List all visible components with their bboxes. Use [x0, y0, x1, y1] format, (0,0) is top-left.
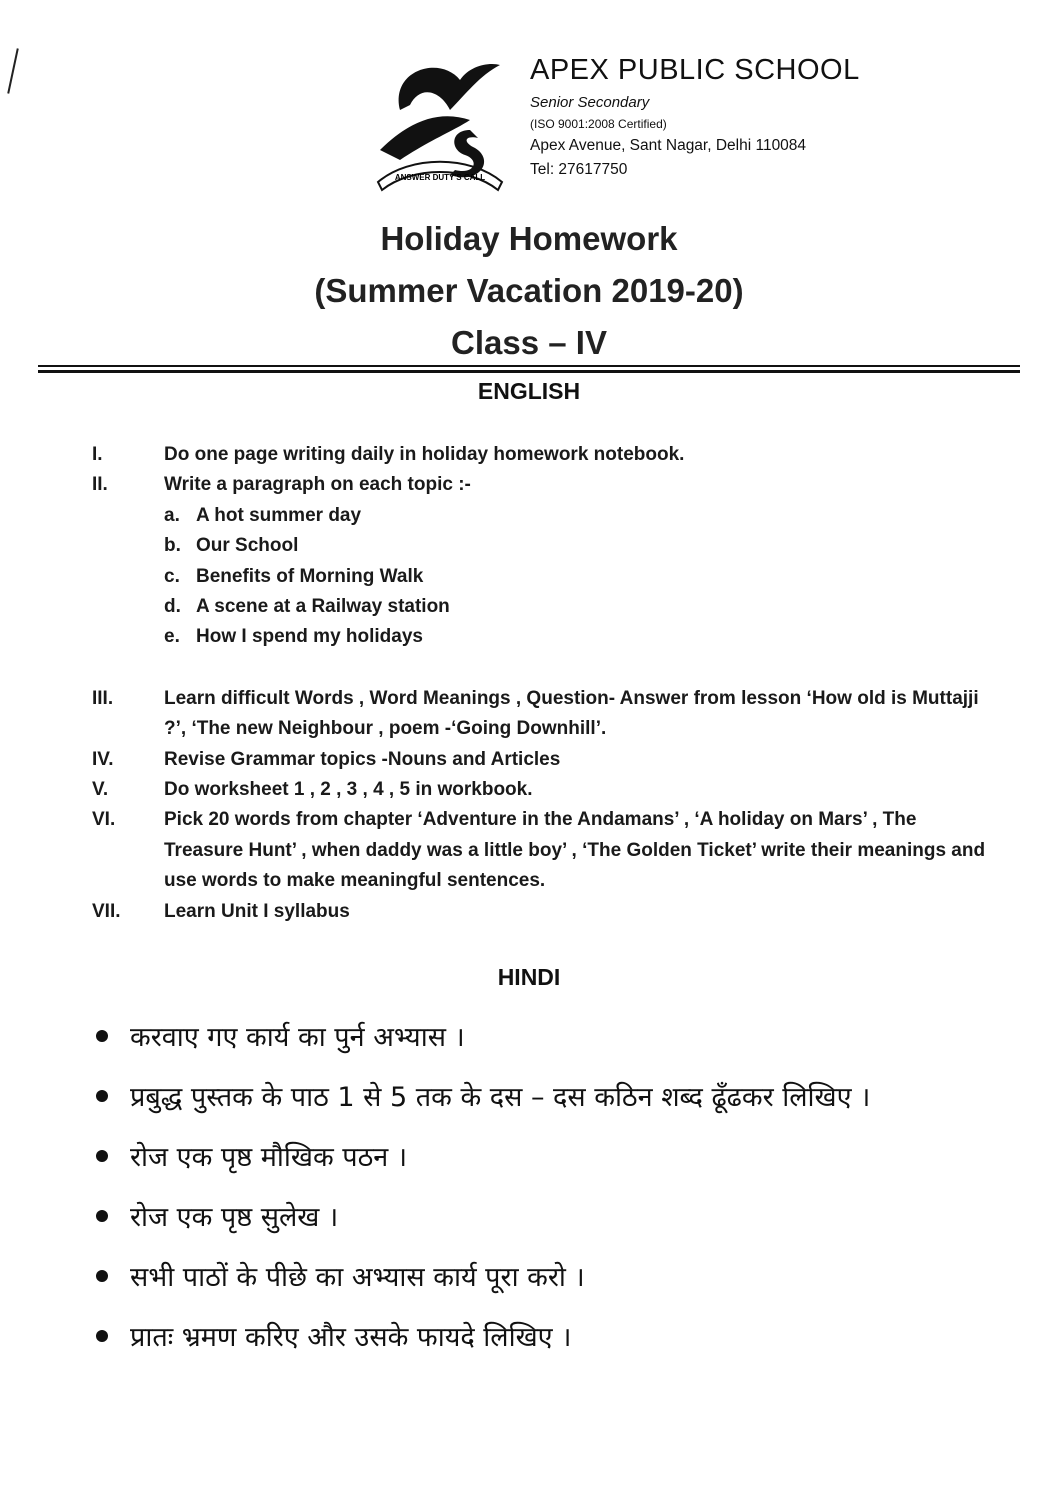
item-text: Learn difficult Words , Word Meanings , Question- Answer from lesson ‘How old is Muttajji ?’, ‘The new Neighbour , poem -‘Going Downhill’.: [164, 687, 979, 740]
english-item: [92, 684, 992, 745]
school-name: APEX PUBLIC SCHOOL: [530, 54, 860, 86]
bullet-icon: [96, 1270, 108, 1282]
topic-text: A scene at a Railway station: [196, 596, 450, 618]
topic-letter: a.: [164, 504, 180, 526]
item-number: II.: [92, 474, 108, 496]
bullet-icon: [96, 1150, 108, 1162]
hindi-heading: HINDI: [497, 964, 561, 990]
document-title: Holiday Homework: [380, 220, 678, 257]
school-phone: Tel: 27617750: [530, 161, 628, 178]
topic-letter: b.: [164, 535, 181, 557]
english-item: [92, 805, 992, 896]
hindi-item: [96, 1188, 956, 1248]
english-heading: ENGLISH: [477, 378, 581, 404]
topic-letter: c.: [164, 565, 180, 587]
bullet-icon: [96, 1030, 108, 1042]
topic-text: Benefits of Morning Walk: [196, 565, 424, 587]
english-task-list: [92, 440, 992, 927]
topic-letter: e.: [164, 626, 180, 648]
hindi-item-text: प्रबुद्ध पुस्तक के पाठ 1 से 5 तक के दस – दस कठिन शब्द ढूँढकर लिखिए ।: [130, 1082, 871, 1113]
item-text: Revise Grammar topics -Nouns and Articles: [164, 748, 561, 770]
english-item: [92, 745, 992, 775]
item-number: V.: [92, 779, 109, 801]
school-address: Apex Avenue, Sant Nagar, Delhi 110084: [530, 137, 807, 154]
class-label: Class – IV: [451, 324, 607, 361]
item-number: III.: [92, 687, 114, 709]
hindi-item: [96, 1068, 956, 1128]
bullet-icon: [96, 1090, 108, 1102]
topic-item: [164, 562, 992, 592]
item-text: Learn Unit I syllabus: [164, 900, 350, 922]
hindi-task-list: [96, 1008, 956, 1368]
logo-s-icon: [450, 130, 484, 177]
item-text: Do worksheet 1 , 2 , 3 , 4 , 5 in workbook.: [164, 779, 533, 801]
english-item: [92, 440, 992, 470]
item-number: IV.: [92, 748, 114, 770]
topic-item: [164, 622, 992, 652]
bullet-icon: [96, 1210, 108, 1222]
topic-text: Our School: [196, 535, 299, 557]
bullet-icon: [96, 1330, 108, 1342]
divider-line: [38, 365, 1020, 367]
topic-letter: d.: [164, 596, 181, 618]
item-text: Pick 20 words from chapter ‘Adventure in the Andamans’ , ‘A holiday on Mars’ , The Treasure Hunt’ , when daddy was a little boy’ , ‘The Golden Ticket’ write their meanings and use words to make meaningful sentences.: [164, 809, 986, 892]
logo-motto: ANSWER DUTY'S CALL: [394, 173, 486, 182]
hindi-item: [96, 1248, 956, 1308]
topic-text: A hot summer day: [196, 504, 362, 526]
english-item: [92, 897, 992, 927]
hindi-item-text: रोज एक पृष्ठ मौखिक पठन ।: [130, 1142, 408, 1173]
topic-item: [164, 592, 992, 622]
topic-item: [164, 501, 992, 531]
hindi-item-text: सभी पाठों के पीछे का अभ्यास कार्य पूरा करो ।: [130, 1262, 585, 1293]
school-info: [530, 52, 860, 182]
school-certification: (ISO 9001:2008 Certified): [530, 117, 667, 131]
hindi-item: [96, 1308, 956, 1368]
english-item: [92, 470, 992, 500]
document-subtitle: (Summer Vacation 2019-20): [314, 272, 744, 309]
item-number: VI.: [92, 809, 116, 831]
hindi-item: [96, 1008, 956, 1068]
topic-text: How I spend my holidays: [196, 626, 423, 648]
item-number: VII.: [92, 900, 121, 922]
school-logo: [370, 50, 510, 195]
stray-pen-mark: [7, 48, 19, 93]
english-item: [92, 775, 992, 805]
school-level: Senior Secondary: [530, 94, 650, 111]
hindi-item-text: प्रातः भ्रमण करिए और उसके फायदे लिखिए ।: [130, 1322, 572, 1353]
logo-bird-icon: [399, 64, 500, 110]
topic-item: [164, 531, 992, 561]
hindi-item-text: रोज एक पृष्ठ सुलेख ।: [130, 1202, 339, 1233]
item-number: I.: [92, 444, 103, 465]
item-text: Write a paragraph on each topic :-: [164, 474, 471, 496]
item-text: Do one page writing daily in holiday homework notebook.: [164, 444, 685, 465]
hindi-item: [96, 1128, 956, 1188]
hindi-item-text: करवाए गए कार्य का पुर्न अभ्यास ।: [130, 1022, 465, 1053]
divider-line: [38, 370, 1020, 373]
spacer: [92, 653, 992, 684]
paragraph-topics-list: [164, 501, 992, 653]
